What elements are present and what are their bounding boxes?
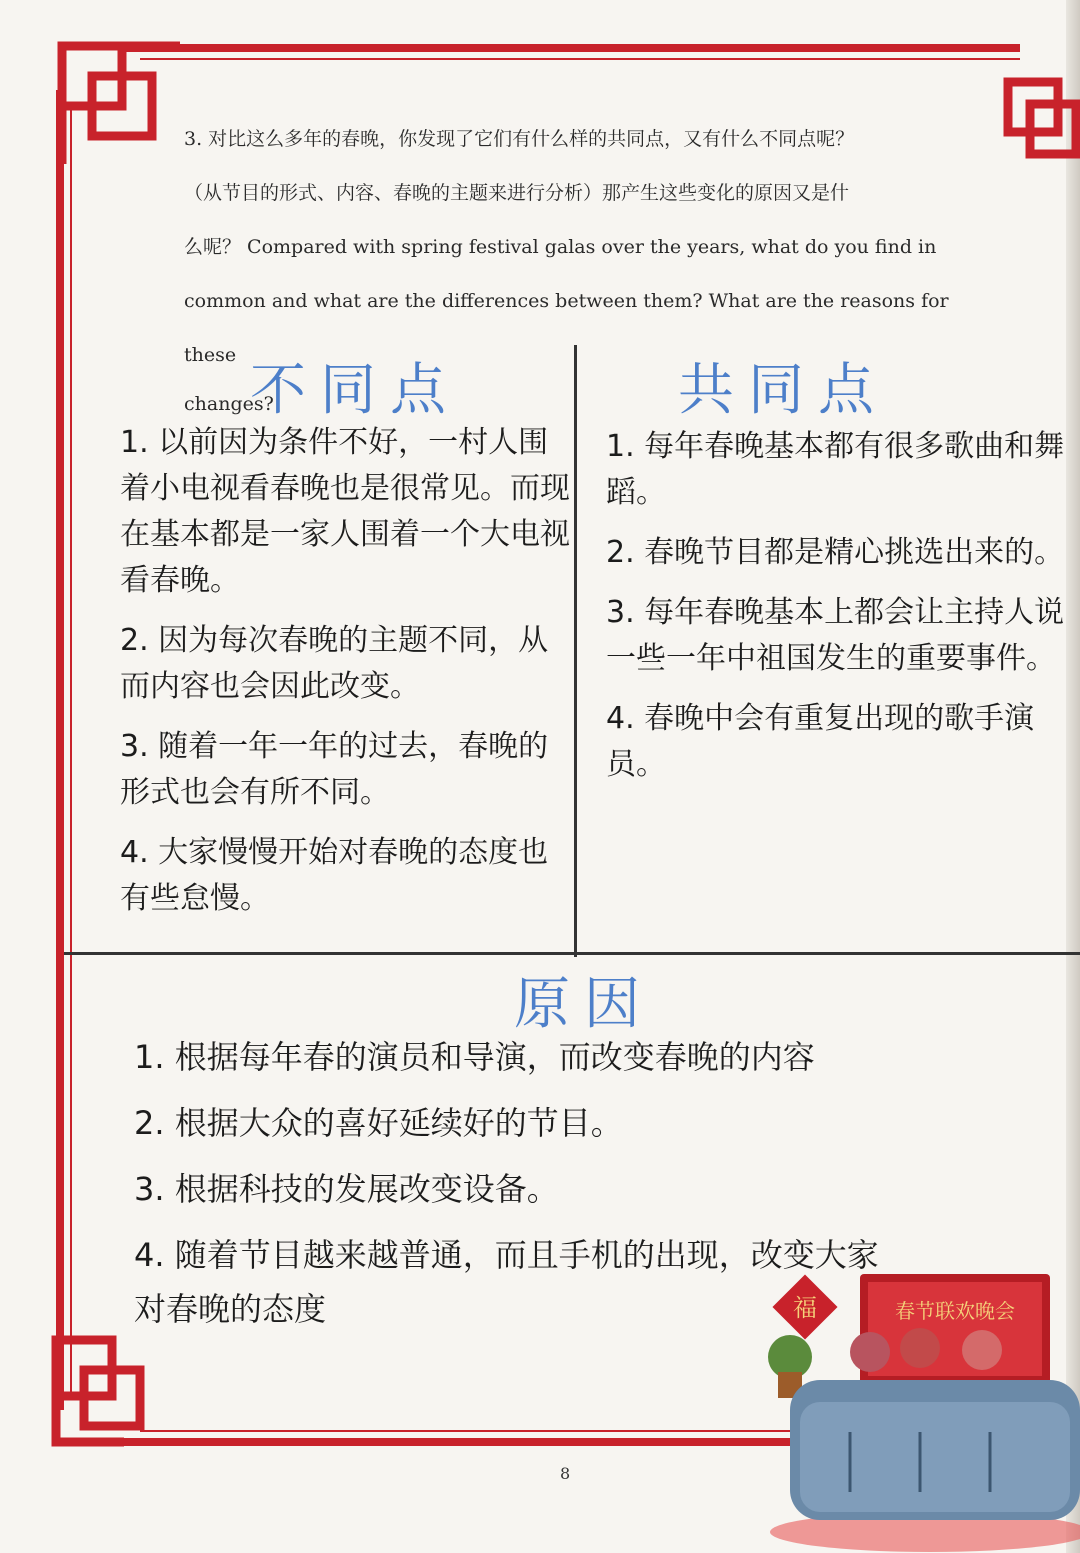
list-item: 1. 每年春晚基本都有很多歌曲和舞蹈。: [606, 429, 1065, 510]
list-item: 1. 根据每年春的演员和导演，而改变春晚的内容: [134, 1038, 815, 1076]
frame-border-left-inner: [70, 110, 72, 1400]
list-item: 2. 根据大众的喜好延续好的节目。: [134, 1104, 623, 1142]
fu-diamond-icon: [772, 1274, 837, 1339]
list-item: 3. 每年春晚基本上都会让主持人说一些一年中祖国发生的重要事件。: [606, 595, 1065, 676]
list-item: 1. 以前因为条件不好，一村人围着小电视看春晚也是很常见。而现在基本都是一家人围着一个大电视看春晚。: [120, 425, 570, 598]
question-line: 么呢？ Compared with spring festival galas over the years, what do you find in: [184, 236, 937, 258]
person-icon: [850, 1332, 890, 1372]
tv-screen-text: 春节联欢晚会: [895, 1299, 1015, 1323]
similarities-list: [606, 424, 1076, 802]
question-line: changes?: [184, 393, 274, 415]
svg-text:福: 福: [793, 1294, 817, 1322]
list-item: 4. 随着节目越来越普通，而且手机的出现，改变大家对春晚的态度: [134, 1236, 879, 1328]
differences-heading: 不同点: [250, 358, 460, 423]
similarities-heading: 共同点: [678, 358, 888, 423]
question-line: （从节目的形式、内容、春晚的主题来进行分析）那产生这些变化的原因又是什: [184, 182, 850, 204]
corner-knot-bottom-left-icon: [44, 1330, 164, 1450]
section-divider: [64, 952, 1080, 955]
list-item: 4. 大家慢慢开始对春晚的态度也有些怠慢。: [120, 835, 549, 916]
person-icon: [900, 1328, 940, 1368]
frame-border-bottom: [120, 1438, 820, 1446]
list-item: 3. 随着一年一年的过去，春晚的形式也会有所不同。: [120, 729, 549, 810]
frame-border-top-inner: [140, 58, 1020, 60]
list-item: 3. 根据科技的发展改变设备。: [134, 1170, 559, 1208]
corner-knot-top-left-icon: [56, 40, 186, 170]
person-icon: [962, 1330, 1002, 1370]
reasons-heading: 原因: [514, 972, 654, 1037]
frame-border-top: [120, 44, 1020, 52]
frame-border-bottom-inner: [140, 1430, 820, 1432]
corner-knot-top-right-icon: [1000, 72, 1080, 162]
differences-list: [120, 420, 578, 936]
question-line: common and what are the differences between them? What are the reasons for these: [184, 290, 949, 366]
list-item: 2. 春晚节目都是精心挑选出来的。: [606, 535, 1065, 570]
tv-gala-illustration: [760, 1262, 1080, 1553]
list-item: 4. 春晚中会有重复出现的歌手演员。: [606, 701, 1035, 782]
frame-border-left: [56, 90, 64, 1410]
page-number: 8: [560, 1464, 571, 1483]
question-line: 3. 对比这么多年的春晚，你发现了它们有什么样的共同点，又有什么不同点呢？: [184, 128, 855, 150]
list-item: 2. 因为每次春晚的主题不同，从而内容也会因此改变。: [120, 623, 549, 704]
